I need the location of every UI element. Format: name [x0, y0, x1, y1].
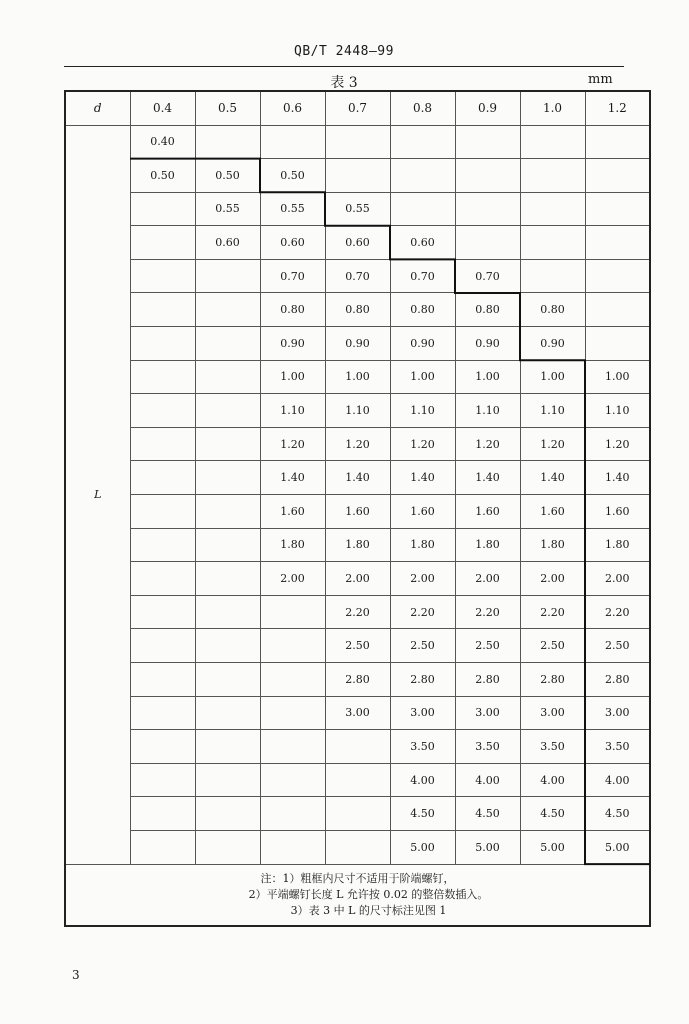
- table-cell: [390, 192, 455, 226]
- table-cell: 0.90: [455, 327, 520, 361]
- table-cell: 3.00: [325, 696, 390, 730]
- table-cell: [455, 125, 520, 159]
- table-cell: [520, 192, 585, 226]
- table-row: [65, 360, 650, 394]
- table-cell: 2.50: [520, 629, 585, 663]
- table-cell: 1.00: [260, 360, 325, 394]
- table-cell: [260, 595, 325, 629]
- col-header: 0.6: [260, 91, 325, 125]
- table-cell: 4.50: [390, 797, 455, 831]
- table-cell: 1.20: [585, 427, 650, 461]
- table-cell: [130, 192, 195, 226]
- row-label-L: L: [65, 125, 130, 864]
- table-cell: 0.70: [390, 259, 455, 293]
- table-cell: [195, 495, 260, 529]
- table-cell: 1.60: [390, 495, 455, 529]
- table-cell: 5.00: [455, 830, 520, 864]
- table-cell: [130, 259, 195, 293]
- table-cell: 5.00: [390, 830, 455, 864]
- table-cell: 2.20: [390, 595, 455, 629]
- table-row: [65, 797, 650, 831]
- col-header: 0.9: [455, 91, 520, 125]
- table-cell: 2.20: [325, 595, 390, 629]
- table-cell: [585, 293, 650, 327]
- table-cell: 1.80: [455, 528, 520, 562]
- table-cell: 1.40: [520, 461, 585, 495]
- table-cell: 2.50: [325, 629, 390, 663]
- table-cell: 1.00: [585, 360, 650, 394]
- table-cell: 0.60: [325, 226, 390, 260]
- table-cell: 3.00: [390, 696, 455, 730]
- table-cell: [195, 528, 260, 562]
- table-cell: [130, 495, 195, 529]
- table-cell: 2.80: [520, 663, 585, 697]
- table-cell: [195, 730, 260, 764]
- table-cell: [195, 394, 260, 428]
- table-cell: 0.80: [455, 293, 520, 327]
- col-header: 1.2: [585, 91, 650, 125]
- table-cell: 2.20: [455, 595, 520, 629]
- table-cell: 1.40: [585, 461, 650, 495]
- table-cell: 1.20: [390, 427, 455, 461]
- table-cell: [130, 427, 195, 461]
- table-cell: 1.60: [585, 495, 650, 529]
- table-cell: 1.10: [260, 394, 325, 428]
- dimensions-table: [64, 90, 651, 927]
- table-cell: 0.60: [195, 226, 260, 260]
- table-row: [65, 394, 650, 428]
- col-header: 0.8: [390, 91, 455, 125]
- table-cell: [195, 427, 260, 461]
- table-cell: 0.70: [455, 259, 520, 293]
- table-row: [65, 293, 650, 327]
- table-cell: [585, 125, 650, 159]
- table-cell: [520, 125, 585, 159]
- table-cell: 2.20: [520, 595, 585, 629]
- table-row: [65, 629, 650, 663]
- table-cell: 0.55: [260, 192, 325, 226]
- table-cell: [130, 226, 195, 260]
- table-cell: 4.50: [520, 797, 585, 831]
- table-cell: [130, 394, 195, 428]
- table-cell: 0.90: [260, 327, 325, 361]
- header-rule: [64, 66, 624, 67]
- table-cell: [195, 663, 260, 697]
- table-cell: [390, 159, 455, 193]
- table-cell: [195, 259, 260, 293]
- table-row: [65, 327, 650, 361]
- table-row: [65, 562, 650, 596]
- table-cell: 1.80: [260, 528, 325, 562]
- table-row: [65, 461, 650, 495]
- table-cell: [130, 595, 195, 629]
- table-cell: 0.50: [195, 159, 260, 193]
- table-cell: 1.40: [390, 461, 455, 495]
- table-cell: 2.80: [325, 663, 390, 697]
- table-cell: [130, 528, 195, 562]
- table-cell: 0.60: [390, 226, 455, 260]
- table-cell: [130, 663, 195, 697]
- table-cell: 1.40: [260, 461, 325, 495]
- table-cell: [260, 797, 325, 831]
- table-cell: [130, 696, 195, 730]
- table-cell: [520, 259, 585, 293]
- table-cell: [260, 696, 325, 730]
- table-cell: 4.50: [455, 797, 520, 831]
- table-cell: [130, 327, 195, 361]
- table-cell: 1.00: [390, 360, 455, 394]
- table-cell: 0.50: [260, 159, 325, 193]
- table-cell: [195, 763, 260, 797]
- table-cell: [130, 562, 195, 596]
- table-cell: 1.20: [455, 427, 520, 461]
- table-cell: 4.00: [390, 763, 455, 797]
- table-cell: 0.90: [325, 327, 390, 361]
- standard-code-header: QB/T 2448—99: [294, 44, 394, 59]
- table-row: [65, 595, 650, 629]
- table-row: [65, 192, 650, 226]
- col-header: 0.7: [325, 91, 390, 125]
- table-cell: [195, 595, 260, 629]
- table-cell: [130, 293, 195, 327]
- table-cell: [195, 797, 260, 831]
- col-header: 0.4: [130, 91, 195, 125]
- table-cell: 1.10: [585, 394, 650, 428]
- table-cell: [130, 730, 195, 764]
- table-cell: [455, 192, 520, 226]
- table-row: [65, 159, 650, 193]
- table-cell: 1.40: [455, 461, 520, 495]
- table-cell: [585, 192, 650, 226]
- table-cell: [585, 259, 650, 293]
- table-cell: [260, 629, 325, 663]
- header-row: [65, 91, 650, 125]
- table-cell: 1.40: [325, 461, 390, 495]
- page-number: 3: [72, 968, 80, 982]
- table-cell: 2.80: [455, 663, 520, 697]
- table-cell: [325, 830, 390, 864]
- col-header: 1.0: [520, 91, 585, 125]
- table-cell: [195, 293, 260, 327]
- table-cell: [195, 125, 260, 159]
- table-row: [65, 226, 650, 260]
- table-cell: 0.80: [520, 293, 585, 327]
- col-header: 0.5: [195, 91, 260, 125]
- table-row: [65, 125, 650, 159]
- table-cell: 2.50: [390, 629, 455, 663]
- table-row: [65, 730, 650, 764]
- table-cell: [260, 730, 325, 764]
- table-cell: 1.10: [520, 394, 585, 428]
- table-cell: 3.50: [455, 730, 520, 764]
- table-cell: 1.00: [520, 360, 585, 394]
- table-cell: 0.70: [325, 259, 390, 293]
- table-cell: 3.50: [520, 730, 585, 764]
- table-row: [65, 696, 650, 730]
- table-cell: 1.60: [260, 495, 325, 529]
- table-cell: [195, 696, 260, 730]
- table-cell: [455, 159, 520, 193]
- table-cell: 5.00: [585, 830, 650, 864]
- table-cell: 2.20: [585, 595, 650, 629]
- table-row: [65, 528, 650, 562]
- table-cell: [195, 327, 260, 361]
- table-cell: [325, 730, 390, 764]
- table-cell: 5.00: [520, 830, 585, 864]
- table-cell: [390, 125, 455, 159]
- table-cell: 1.10: [325, 394, 390, 428]
- table-cell: [195, 629, 260, 663]
- table-cell: [585, 159, 650, 193]
- table-cell: [130, 830, 195, 864]
- table-cell: 1.60: [325, 495, 390, 529]
- table-cell: 4.00: [455, 763, 520, 797]
- table-cell: 4.50: [585, 797, 650, 831]
- table-cell: [260, 830, 325, 864]
- table-cell: [195, 461, 260, 495]
- table-cell: [260, 125, 325, 159]
- table-cell: 1.00: [325, 360, 390, 394]
- table-cell: [325, 797, 390, 831]
- table-cell: 1.80: [520, 528, 585, 562]
- table-cell: 3.50: [585, 730, 650, 764]
- table-cell: 2.80: [390, 663, 455, 697]
- table-cell: [520, 226, 585, 260]
- table-cell: 1.10: [390, 394, 455, 428]
- table-cell: 2.00: [585, 562, 650, 596]
- table-cell: [130, 797, 195, 831]
- table-cell: 0.80: [390, 293, 455, 327]
- table-cell: 0.80: [260, 293, 325, 327]
- table-cell: 2.00: [390, 562, 455, 596]
- table-cell: 0.70: [260, 259, 325, 293]
- table-cell: [130, 360, 195, 394]
- table-cell: 0.80: [325, 293, 390, 327]
- table-cell: 1.80: [390, 528, 455, 562]
- table-cell: [455, 226, 520, 260]
- table-cell: [325, 763, 390, 797]
- table-cell: 1.20: [520, 427, 585, 461]
- table-cell: 1.10: [455, 394, 520, 428]
- table-row: [65, 495, 650, 529]
- table-cell: [585, 226, 650, 260]
- table-cell: [325, 125, 390, 159]
- table-row: [65, 763, 650, 797]
- notes-row: [65, 864, 650, 926]
- table-cell: [260, 663, 325, 697]
- note-2: 2）平端螺钉长度 L 允许按 0.02 的整倍数插入。: [248, 887, 489, 901]
- table-unit: mm: [588, 72, 613, 87]
- corner-label-d: d: [65, 91, 130, 125]
- table-cell: 0.40: [130, 125, 195, 159]
- table-cell: 2.00: [455, 562, 520, 596]
- table-cell: [195, 562, 260, 596]
- table-cell: 2.50: [585, 629, 650, 663]
- table-cell: 0.55: [325, 192, 390, 226]
- table-cell: 1.00: [455, 360, 520, 394]
- table-row: [65, 663, 650, 697]
- table-cell: 3.00: [455, 696, 520, 730]
- note-1: 注：1）粗框内尺寸不适用于阶端螺钉，: [260, 871, 455, 885]
- table-cell: 2.80: [585, 663, 650, 697]
- table-caption: 表 3: [330, 75, 358, 91]
- table-cell: 0.50: [130, 159, 195, 193]
- table-cell: 3.50: [390, 730, 455, 764]
- table-row: [65, 830, 650, 864]
- table-body: [65, 125, 650, 864]
- table-cell: [130, 461, 195, 495]
- table-cell: 1.60: [455, 495, 520, 529]
- table-cell: [130, 763, 195, 797]
- table-cell: [260, 763, 325, 797]
- table-row: [65, 259, 650, 293]
- table-cell: [195, 360, 260, 394]
- table-cell: 2.50: [455, 629, 520, 663]
- table-cell: 0.60: [260, 226, 325, 260]
- table-cell: [195, 830, 260, 864]
- table-cell: 4.00: [520, 763, 585, 797]
- table-cell: [325, 159, 390, 193]
- table-cell: 2.00: [325, 562, 390, 596]
- note-3: 3）表 3 中 L 的尺寸标注见图 1: [290, 903, 447, 917]
- table-row: [65, 427, 650, 461]
- table-cell: [520, 159, 585, 193]
- table-cell: 1.20: [325, 427, 390, 461]
- table-cell: 0.55: [195, 192, 260, 226]
- table-cell: 1.60: [520, 495, 585, 529]
- notes-cell: [65, 864, 650, 926]
- table-cell: 0.90: [390, 327, 455, 361]
- table-cell: 0.90: [520, 327, 585, 361]
- table-cell: 2.00: [520, 562, 585, 596]
- table-cell: [130, 629, 195, 663]
- table-cell: [585, 327, 650, 361]
- table-cell: 1.80: [325, 528, 390, 562]
- table-cell: 3.00: [520, 696, 585, 730]
- table-cell: 1.80: [585, 528, 650, 562]
- table-cell: 1.20: [260, 427, 325, 461]
- table-cell: 3.00: [585, 696, 650, 730]
- table-cell: 4.00: [585, 763, 650, 797]
- table-cell: 2.00: [260, 562, 325, 596]
